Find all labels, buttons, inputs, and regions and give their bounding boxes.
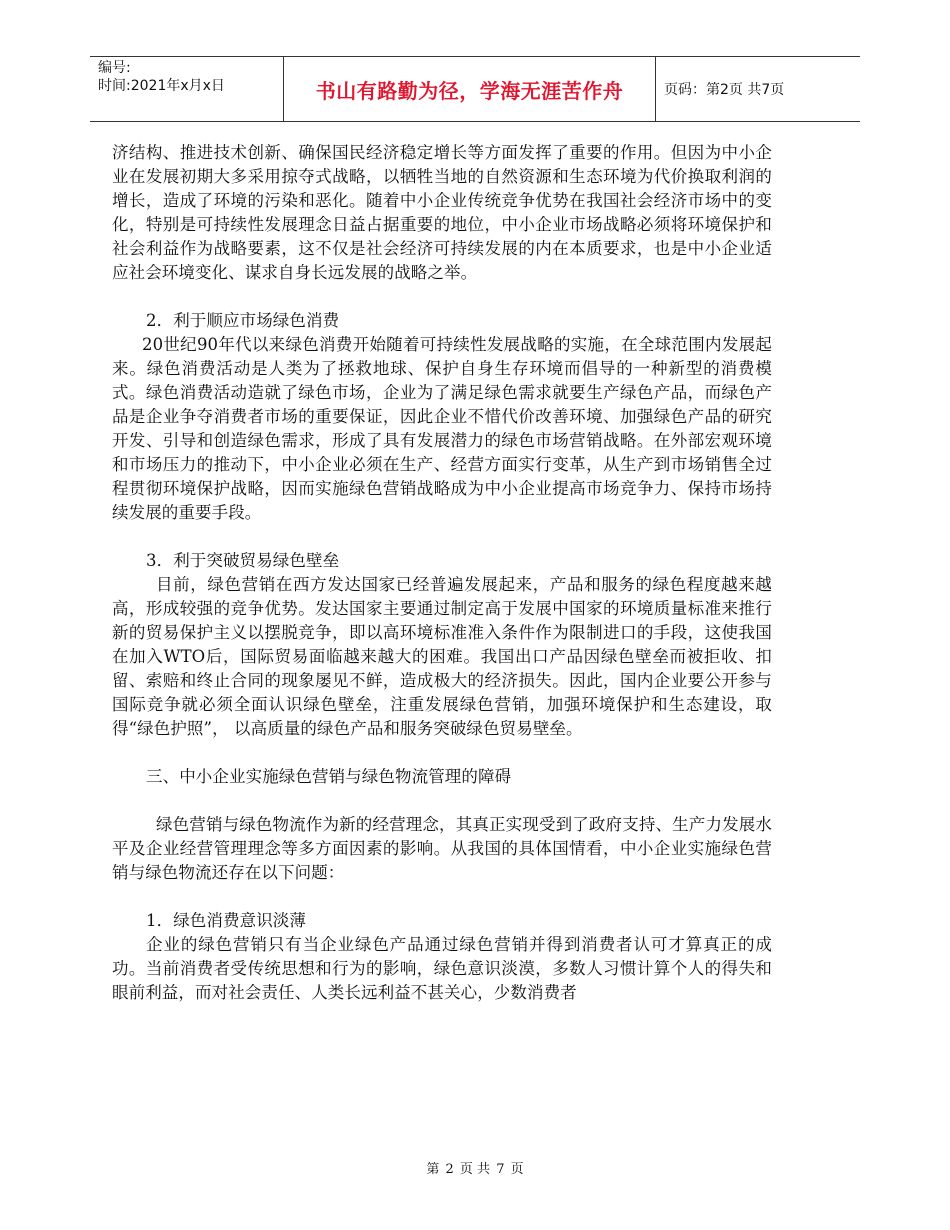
header-page-info: 页码：第2页 共7页 — [664, 82, 785, 98]
footer-middle: 页 共 — [459, 1162, 491, 1177]
paragraph-1: 济结构、推进技术创新、确保国民经济稳定增长等方面发挥了重要的作用。但因为中小企业在发展初期大多采用掠夺式战略，以牺牲当地的自然资源和生态环境为代价换取利润的增长，造成了环境的污染和恶化。随着中小企业传统竞争优势在我国社会经济市场中的变化，特别是可持续性发展理念日益占据重要的地位，中小企业市场战略必须将环境保护和社会利益作为战略要素，这不仅是社会经济可持续发展的内在本质要求，也是中小企业适应社会环境变化、谋求自身长远发展的战略之举。 — [112, 143, 772, 282]
heading-green-awareness: 1．绿色消费意识淡薄 — [146, 911, 306, 930]
footer-total-pages: 7 — [496, 1162, 505, 1177]
header-meta — [90, 57, 284, 121]
doc-number-label: 编号: — [98, 60, 131, 76]
footer-suffix: 页 — [510, 1162, 524, 1177]
paragraph-4: 绿色营销与绿色物流作为新的经营理念，其真正实现受到了政府支持、生产力发展水平及企业经营管理理念等多方面因素的影响。从我国的具体国情看，中小企业实施绿色营销与绿色物流还存在以下问题： — [112, 815, 772, 882]
footer-page-number: 2 — [445, 1162, 454, 1177]
document-body — [112, 141, 772, 1005]
paragraph-3: 目前，绿色营销在西方发达国家已经普遍发展起来，产品和服务的绿色程度越来越高，形成较强的竞争优势。发达国家主要通过制定高于发展中国家的环境质量标准来推行新的贸易保护主义以摆脱竞争，即以高环境标准准入条件作为限制进口的手段，这使我国在加入WTO后，国际贸易面临越来越大的困难。我国出口产品因绿色壁垒而被拒收、扣留、索赔和终止合同的现象屡见不鲜，造成极大的经济损失。因此，国内企业要公开参与国际竞争就必须全面认识绿色壁垒，注重发展绿色营销，加强环境保护和生态建设，取得“绿色护照”， 以高质量的绿色产品和服务突破绿色贸易壁垒。 — [112, 575, 772, 738]
header-motto: 书山有路勤为径，学海无涯苦作舟 — [284, 57, 656, 121]
page-footer — [0, 1158, 950, 1177]
page-header — [90, 56, 860, 122]
footer-prefix: 第 — [426, 1162, 440, 1177]
paragraph-5: 企业的绿色营销只有当企业绿色产品通过绿色营销并得到消费者认可才算真正的成功。当前消费者受传统思想和行为的影响，绿色意识淡漠，多数人习惯计算个人的得失和眼前利益，而对社会责任、人类长远利益不甚关心，少数消费者 — [112, 935, 772, 1002]
heading-green-barrier: 3．利于突破贸易绿色壁垒 — [146, 551, 340, 570]
paragraph-2: 20世纪90年代以来绿色消费开始随着可持续性发展战略的实施，在全球范围内发展起来。绿色消费活动是人类为了拯救地球、保护自身生存环境而倡导的一种新型的消费模式。绿色消费活动造就了绿色市场，企业为了满足绿色需求就要生产绿色产品，而绿色产品是企业争夺消费者市场的重要保证，因此企业不惜代价改善环境、加强绿色产品的研究开发、引导和创造绿色需求，形成了具有发展潜力的绿色市场营销战略。在外部宏观环境和市场压力的推动下，中小企业必须在生产、经营方面实行变革，从生产到市场销售全过程贯彻环境保护战略，因而实施绿色营销战略成为中小企业提高市场竞争力、保持市场持续发展的重要手段。 — [112, 335, 772, 522]
heading-green-consumption: 2．利于顺应市场绿色消费 — [146, 311, 340, 330]
time-label: 时间:2021年x月x日 — [98, 78, 225, 94]
section-3-title: 三、中小企业实施绿色营销与绿色物流管理的障碍 — [146, 767, 512, 786]
